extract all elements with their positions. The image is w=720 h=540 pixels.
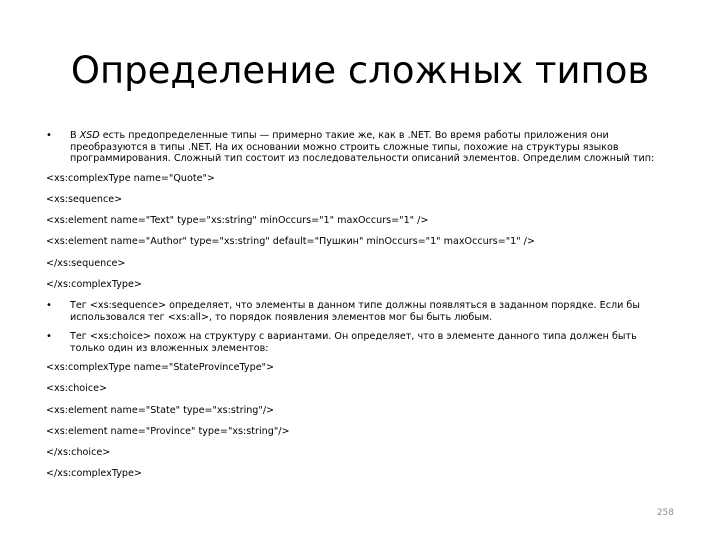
code-line: <xs:element name="Province" type="xs:string"/> [46,425,290,437]
code-line: </xs:complexType> [46,468,142,480]
code-block-quote-type [46,173,674,291]
page-number: 258 [656,508,674,518]
code-line: <xs:sequence> [46,193,123,205]
code-line: <xs:element name="State" type="xs:string"/> [46,404,275,416]
paragraph-text: Тег <xs:choice> похож на структуру с вариантами. Он определяет, что в элементе данного типа должен быть только один из вложенных элементов: [70,331,637,354]
code-line: <xs:element name="Text" type="xs:string" minOccurs="1" maxOccurs="1" /> [46,215,429,227]
code-line: <xs:complexType name="StateProvinceType"> [46,362,275,374]
slide-body [46,130,674,489]
bullet-paragraph-sequence [46,300,674,323]
bullet-paragraph-xsd-types [46,130,674,165]
paragraph-text: Тег <xs:sequence> определяет, что элементы в данном типе должны появляться в заданном порядке. Если бы использовался тег <xs:all>, то порядок появления элементов мог бы быть любым. [70,299,640,323]
bullet-icon: • [46,331,52,343]
code-line: <xs:complexType name="Quote"> [46,172,215,184]
paragraph-prefix: В [70,130,80,141]
slide-title: Определение сложных типов [70,49,650,92]
code-line: </xs:complexType> [46,278,142,290]
code-block-state-province-type [46,362,674,480]
bullet-icon: • [46,299,52,311]
paragraph-text: есть предопределенные типы — примерно такие же, как в .NET. Во время работы приложения они преобразуются в типы .NET. На их основании можно строить сложные типы, похожие на структуры языков программирования. Сложный тип состоит из последовательности описаний элементов. Определим сложный тип: [70,130,655,165]
code-line: </xs:choice> [46,447,111,459]
code-line: <xs:choice> [46,383,108,395]
code-line: </xs:sequence> [46,257,126,269]
xsd-term: XSD [79,130,100,141]
code-line: <xs:element name="Author" type="xs:string" default="Пушкин" minOccurs="1" maxOccurs="1" /> [46,236,535,248]
bullet-icon: • [46,130,52,141]
bullet-paragraph-choice [46,331,674,354]
